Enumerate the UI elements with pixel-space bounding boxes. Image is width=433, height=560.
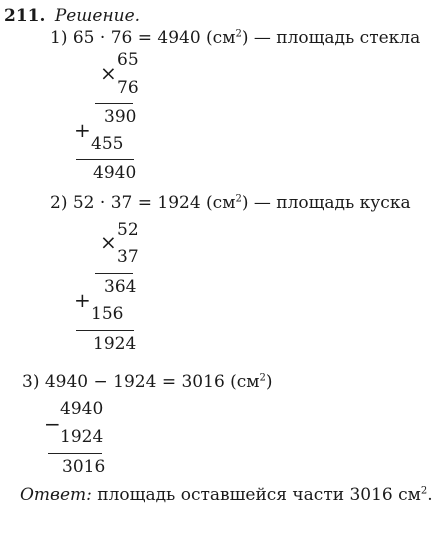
step1-equation — [50, 28, 420, 48]
step2-plus-sign: + — [74, 288, 91, 312]
step2-prefix: 2) — [50, 193, 68, 213]
step2-expression: 52 · 37 = 1924 (см — [72, 193, 236, 213]
step3-minuend: 4940 — [60, 399, 104, 419]
step3-minus-sign: − — [44, 412, 61, 436]
step3-result: 3016 — [62, 457, 106, 477]
step2-multiplicand: 52 — [117, 220, 139, 240]
answer-line — [20, 485, 433, 505]
answer-text: площадь оставшейся части 3016 см — [97, 485, 421, 505]
step1-result: 4940 — [93, 163, 137, 183]
step1-partial-2: 455 — [91, 134, 124, 154]
step1-rule-bottom — [76, 159, 134, 160]
step1-superscript: 2 — [235, 28, 242, 40]
step1-partial-1: 390 — [104, 107, 137, 127]
solution-heading: Решение. — [54, 6, 141, 26]
step2-partial-1: 364 — [104, 277, 137, 297]
step1-plus-sign: + — [74, 118, 91, 142]
step3-prefix: 3) — [22, 372, 40, 392]
step3-equation — [22, 372, 273, 392]
step2-suffix: ) — площадь куска — [241, 193, 411, 213]
answer-end: . — [427, 485, 433, 505]
step1-prefix: 1) — [50, 28, 68, 48]
step3-superscript: 2 — [259, 372, 266, 384]
step1-multiplier: 76 — [117, 78, 139, 98]
step3-rule — [48, 453, 102, 454]
step3-subtrahend: 1924 — [60, 427, 104, 447]
step2-partial-2: 156 — [91, 304, 124, 324]
step1-expression: 65 · 76 = 4940 (см — [72, 28, 236, 48]
step1-suffix: ) — площадь стекла — [241, 28, 421, 48]
step2-times-sign: × — [100, 230, 117, 254]
step3-suffix: ) — [265, 372, 273, 392]
answer-superscript: 2 — [420, 485, 428, 497]
answer-label: Ответ: — [20, 485, 92, 505]
step1-times-sign: × — [100, 61, 117, 85]
problem-header — [4, 6, 140, 26]
step3-expression: 4940 − 1924 = 3016 (см — [44, 372, 260, 392]
step2-rule-top — [95, 273, 133, 274]
step1-multiplicand: 65 — [117, 50, 139, 70]
step2-rule-bottom — [76, 330, 134, 331]
step2-result: 1924 — [93, 334, 137, 354]
step2-equation — [50, 193, 411, 213]
step2-multiplier: 37 — [117, 247, 139, 267]
problem-number: 211. — [4, 6, 46, 26]
step2-superscript: 2 — [235, 193, 242, 205]
step1-rule-top — [95, 103, 133, 104]
